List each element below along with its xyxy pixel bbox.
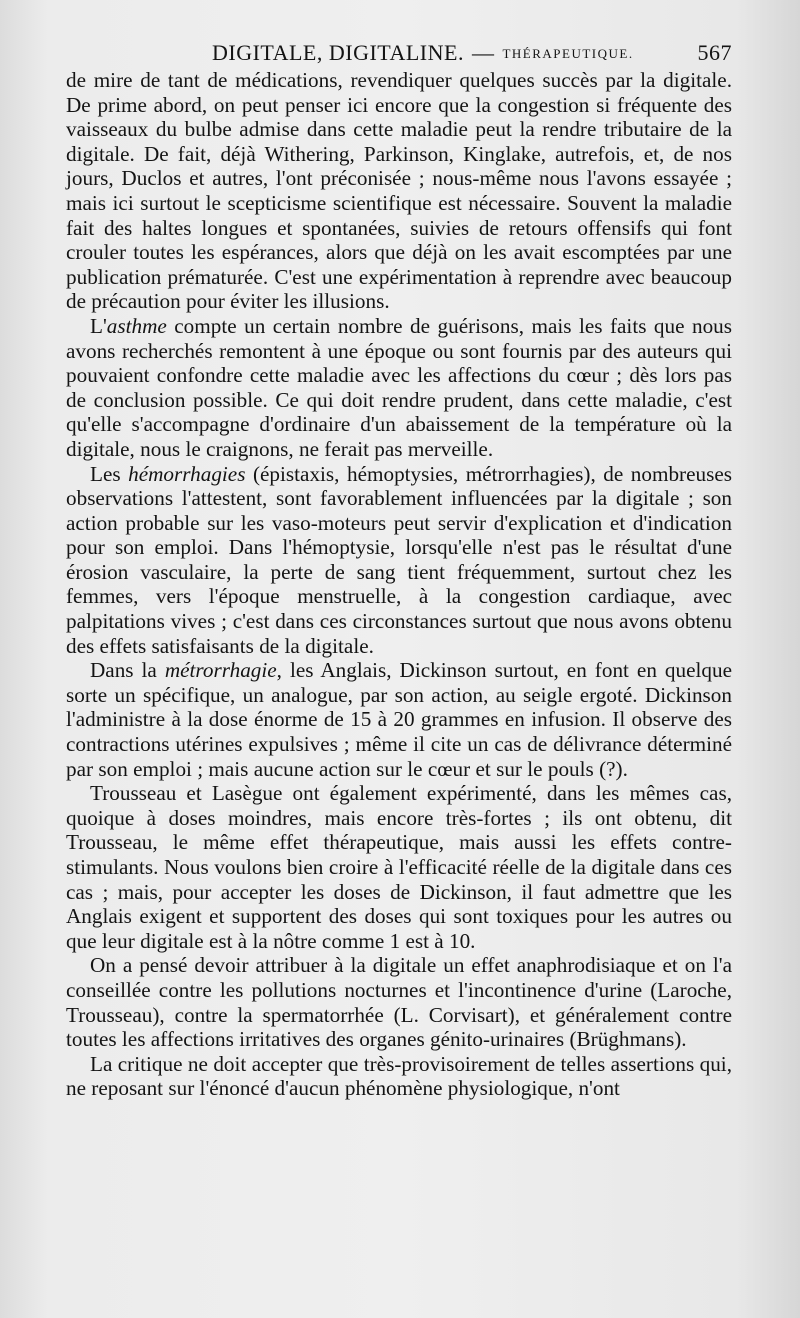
- header-title: DIGITALE, DIGITALINE.: [212, 40, 464, 65]
- text-run: Dans la: [90, 658, 165, 683]
- text-run: Les: [90, 461, 129, 486]
- body-text: [66, 68, 732, 1101]
- italic-term: hémorrhagies: [128, 461, 246, 486]
- paragraph: [66, 781, 732, 953]
- text-run: (épistaxis, hémoptysies, métrorrhagies), de nombreuses observations l'attestent, sont favorablement influencées par la digitale ; son action probable sur les vaso-moteurs peut servir d'explication et d'indication pour son emploi. Dans l'hémoptysie, lorsqu'elle n'est pas le résultat d'une érosion vasculaire, la perte de sang tient fréquemment, surtout chez les femmes, vers l'époque menstruelle, à la congestion cardiaque, avec palpitations vives ; c'est dans ces circonstances surtout que nous avons obtenu des effets satisfaisants de la digitale.: [66, 461, 732, 658]
- paragraph: [66, 658, 732, 781]
- paragraph: [66, 68, 732, 314]
- text-run: Trousseau et Lasègue ont également expérimenté, dans les mêmes cas, quoique à doses moindres, mais encore très-fortes ; ils ont obtenu, dit Trousseau, le même effet thérapeutique, mais aussi les effets contre-stimulants. Nous voulons bien croire à l'efficacité réelle de la digitale dans ces cas ; mais, pour accepter les doses de Dickinson, il faut admettre que les Anglais exigent et supportent des doses qui sont toxiques pour les autres ou que leur digitale est à la nôtre comme 1 est à 10.: [66, 781, 732, 953]
- header-separator: —: [471, 40, 495, 65]
- text-run: La critique ne doit accepter que très-provisoirement de telles assertions qui, ne reposant sur l'énoncé d'aucun phénomène physiologique, n'ont: [66, 1051, 732, 1101]
- paragraph: [66, 1052, 732, 1101]
- text-run: compte un certain nombre de guérisons, mais les faits que nous avons recherchés remontent à une époque ou sont fournis par des auteurs qui pouvaient confondre cette maladie avec les affections du cœur ; dès lors pas de conclusion possible. Ce qui doit rendre prudent, dans cette maladie, c'est qu'elle s'accompagne d'ordinaire d'un abaissement de la température où la digitale, nous le craignons, ne ferait pas merveille.: [66, 313, 732, 461]
- italic-term: asthme: [106, 313, 167, 338]
- text-run: On a pensé devoir attribuer à la digitale un effet anaphrodisiaque et on l'a conseillée contre les pollutions nocturnes et l'incontinence d'urine (Laroche, Trousseau), contre la spermatorrhée (L. Corvisart), et généralement contre toutes les affections irritatives des organes génito-urinaires (Brüghmans).: [66, 953, 732, 1052]
- text-run: L': [90, 313, 107, 338]
- paragraph: [66, 953, 732, 1051]
- paragraph: [66, 314, 732, 462]
- header-title-group: [212, 40, 634, 66]
- text-run: de mire de tant de médications, revendiquer quelques succès par la digitale. De prime abord, on peut penser ici encore que la congestion si fréquente des vaisseaux du bulbe admise dans cette maladie peut la rendre tributaire de la digitale. De fait, déjà Withering, Parkinson, Kinglake, autrefois, et, de nos jours, Duclos et autres, l'ont préconisée ; nous-même nous l'avons essayée ; mais ici surtout le scepticisme scientifique est nécessaire. Souvent la maladie fait des haltes longues et spontanées, suivies de retours offensifs qui font crouler toutes les espérances, alors que déjà on les avait escomptées par une publication prématurée. C'est une expérimentation à reprendre avec beaucoup de précaution pour éviter les illusions.: [66, 68, 732, 314]
- running-header: [212, 40, 732, 66]
- header-section: THÉRAPEUTIQUE.: [502, 46, 634, 61]
- text-run: , les Anglais, Dickinson surtout, en font en quelque sorte un spécifique, un analogue, par son action, au seigle ergoté. Dickinson l'administre à la dose énorme de 15 à 20 grammes en infusion. Il observe des contractions utérines expulsives ; même il cite un cas de délivrance déterminé par son emploi ; mais aucune action sur le cœur et sur le pouls (?).: [66, 658, 732, 781]
- page-number: 567: [697, 40, 732, 65]
- italic-term: métrorrhagie: [164, 658, 277, 683]
- paragraph: [66, 462, 732, 659]
